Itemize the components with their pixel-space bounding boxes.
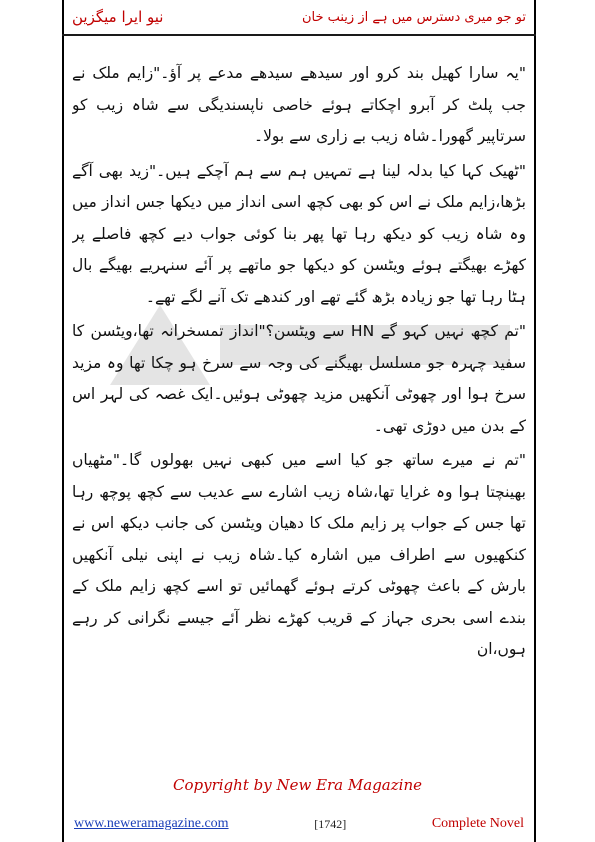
category-label: Complete Novel: [431, 816, 524, 831]
page-header: [62, 0, 536, 36]
copyright-notice: Copyright by New Era Magazine: [173, 776, 422, 794]
website-link[interactable]: www.neweramagazine.com: [74, 816, 229, 831]
page-number: [1742]: [314, 816, 347, 831]
story-text: [72, 58, 526, 748]
novel-title: تو جو میری دسترس میں ہے از زینب خان: [301, 9, 526, 25]
paragraph: "ٹھیک کہا کیا بدلہ لینا ہے تمہیں ہم سے ہم آچکے ہیں۔"زید بھی آگے بڑھا،زایم ملک نے اس کو بھی کچھ اسی انداز میں دیکھا جس انداز میں وہ شاہ زیب کو دیکھ رہا تھا پھر بنا کوئی جواب دیے کچھ فاصلے پر کھڑے بھیگتے ہوئے ویٹسن کو دیکھا جو ماتھے پر آئے سنہریے بھیگے بال ہٹا رہا تھا جو زیادہ بڑھ گئے تھے اور کندھے تک آنے لگے تھے۔: [72, 161, 526, 306]
magazine-name: نیو ایرا میگزین: [72, 8, 164, 26]
page-footer: [62, 812, 536, 836]
paragraph: "یہ سارا کھیل بند کرو اور سیدھے سیدھے مدعے پر آؤ۔"زایم ملک نے جب پلٹ کر آبرو اچکاتے ہوئے خاصی ناپسندیگی سے شاہ زیب کو سرتاپیر گھورا۔شاہ زیب بے زاری سے بولا۔: [72, 64, 526, 145]
paragraph: "تم نے میرے ساتھ جو کیا اسے میں کبھی نہیں بھولوں گا۔"مٹھیاں بھینچتا ہوا وہ غرایا تھا،شاہ زیب اشارے سے عدیب سے کچھ پوچھ رہا تھا جس کے جواب پر زایم ملک کا دھیان ویٹسن کی جانب دیکھ اس نے کنکھیوں سے اطراف میں اشارہ کیا۔شاہ زیب نے اپنی نیلی آنکھیں بارش کے باعث چھوٹی کرتے ہوئے گھمائیں تو اسے کچھ زایم ملک کے بندے اسی بحری جہاز کے قریب کھڑے نظر آئے جیسے نگرانی کر رہے ہوں،ان: [72, 451, 526, 658]
paragraph: "تم کچھ نہیں کہو گے HN سے ویٹسن؟"انداز تمسخرانہ تھا،ویٹسن کا سفید چہرہ جو مسلسل بھیگنے کی وجہ سے سرخ ہو چکا تھا وہ مزید سرخ ہوا اور چھوٹی آنکھیں مزید چھوٹی ہوئیں۔ایک غصہ کی لہر اس کے بدن میں دوڑی تھی۔: [72, 322, 526, 435]
